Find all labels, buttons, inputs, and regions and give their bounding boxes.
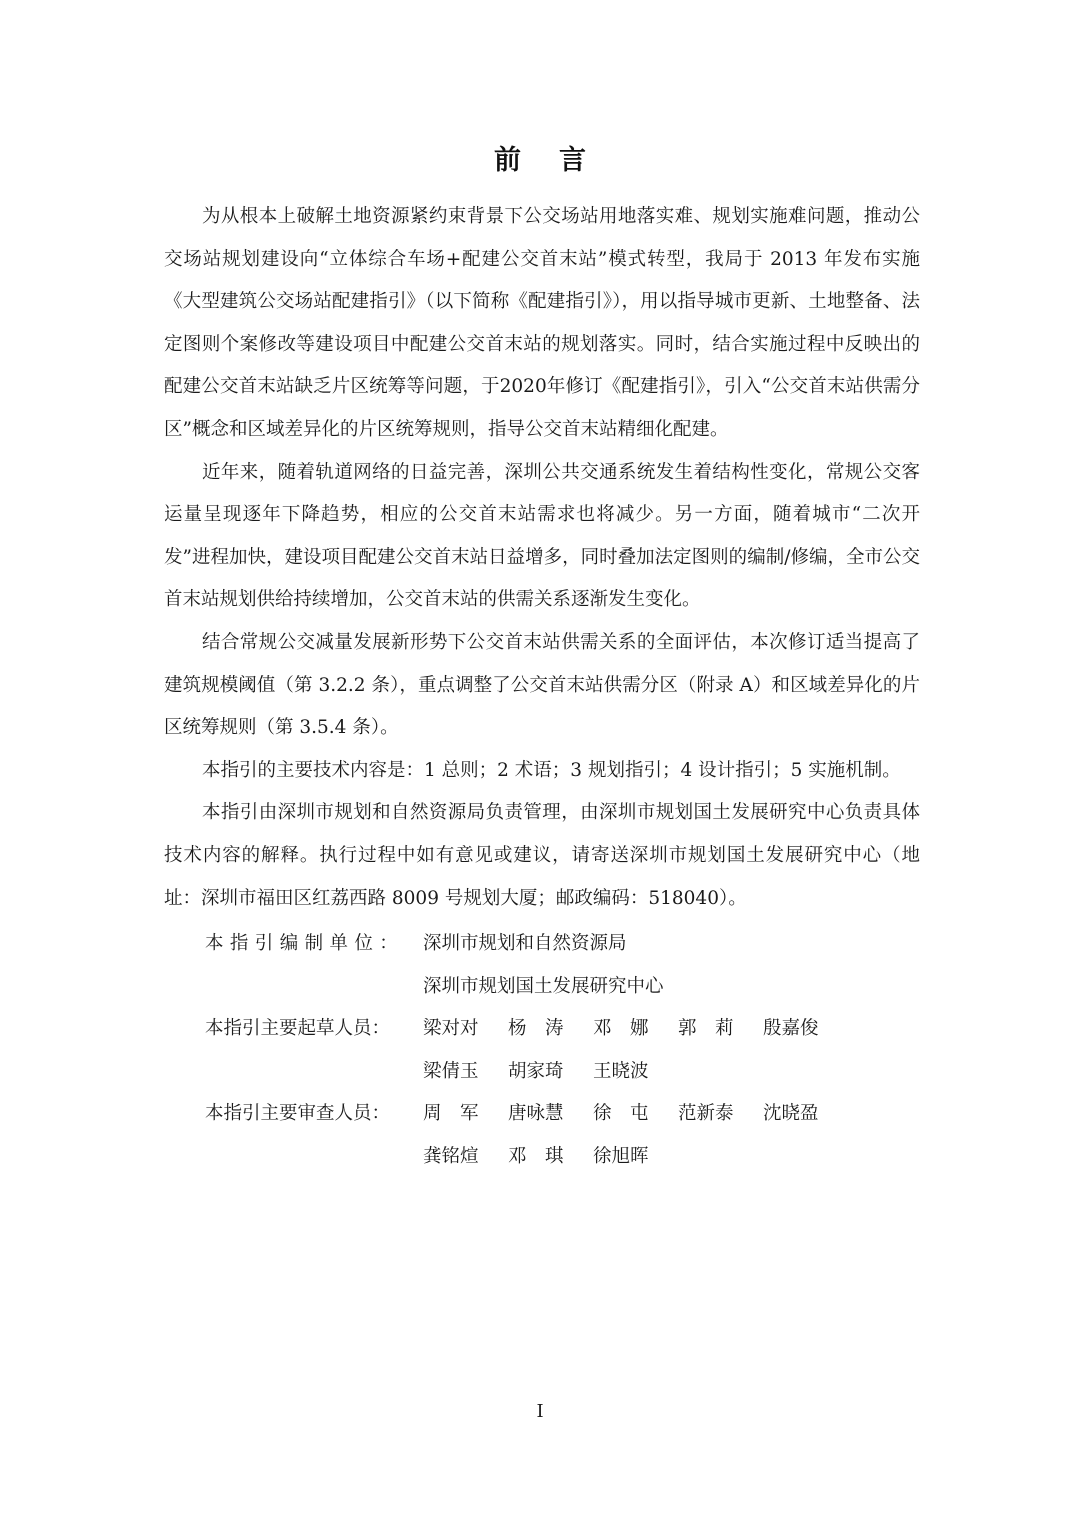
drafter-name: 梁倩玉: [423, 1060, 479, 1082]
drafter-name: 邓娜: [593, 1018, 668, 1040]
drafters-row: [205, 1008, 885, 1093]
paragraph: 本指引由深圳市规划和自然资源局负责管理，由深圳市规划国土发展研究中心负责具体技术内容的解释。执行过程中如有意见或建议，请寄送深圳市规划国土发展研究中心（地址：深圳市福田区红荔西路 8009 号规划大厦；邮政编码：518040）。: [164, 802, 920, 909]
reviewer-name: 徐旭晖: [593, 1145, 649, 1167]
credits-block: [205, 923, 885, 1179]
drafter-name: 王晓波: [593, 1060, 649, 1082]
page-title: 前言: [494, 145, 624, 176]
drafter-name: 胡家琦: [508, 1060, 564, 1082]
paragraph: 本指引的主要技术内容是：1 总则；2 术语；3 规划指引；4 设计指引；5 实施机制。: [202, 759, 901, 781]
drafters-list: [423, 1008, 885, 1093]
reviewer-name: 范新泰: [678, 1103, 734, 1125]
drafter-name: 殷嘉俊: [763, 1018, 819, 1040]
paragraph: 近年来，随着轨道网络的日益完善，深圳公共交通系统发生着结构性变化，常规公交客运量呈现逐年下降趋势，相应的公交首末站需求也将减少。另一方面，随着城市“二次开发”进程加快，建设项目配建公交首末站日益增多，同时叠加法定图则的编制/修编，全市公交首末站规划供给持续增加，公交首末站的供需关系逐渐发生变化。: [164, 461, 920, 611]
reviewer-name: 邓琪: [508, 1145, 583, 1167]
drafter-name: 梁对对: [423, 1018, 479, 1040]
drafter-name: 郭莉: [678, 1018, 753, 1040]
compiling-unit: 深圳市规划国土发展研究中心: [423, 975, 664, 997]
drafter-name: 杨涛: [508, 1018, 583, 1040]
paragraph: 结合常规公交减量发展新形势下公交首末站供需关系的全面评估，本次修订适当提高了建筑规模阈值（第 3.2.2 条），重点调整了公交首末站供需分区（附录 A）和区域差异化的片区统筹规则（第 3.5.4 条）。: [164, 631, 920, 739]
reviewer-name: 沈晓盈: [763, 1103, 819, 1125]
reviewer-name: 唐咏慧: [508, 1103, 564, 1125]
reviewers-label: 本指引主要审查人员：: [205, 1103, 391, 1125]
reviewer-name: 周军: [423, 1103, 498, 1125]
drafters-label: 本指引主要起草人员：: [205, 1018, 391, 1040]
paragraph: 为从根本上破解土地资源紧约束背景下公交场站用地落实难、规划实施难问题，推动公交场站规划建设向“立体综合车场+配建公交首末站”模式转型，我局于 2013 年发布实施《大型建筑公交场站配建指引》（以下简称《配建指引》），用以指导城市更新、土地整备、法定图则个案修改等建设项目中配建公交首末站的规划落实。同时，结合实施过程中反映出的配建公交首末站缺乏片区统筹等问题，于2020年修订《配建指引》，引入“公交首末站供需分区”概念和区域差异化的片区统筹规则，指导公交首末站精细化配建。: [164, 206, 920, 440]
compiling-units-row: [205, 923, 885, 1008]
reviewer-name: 徐屯: [593, 1103, 668, 1125]
reviewers-row: [205, 1093, 885, 1178]
compiling-unit: 深圳市规划和自然资源局: [423, 933, 627, 954]
page-number: I: [536, 1401, 544, 1422]
reviewers-list: [423, 1093, 885, 1178]
compiling-units-label: 本指引编制单位：: [205, 933, 405, 954]
reviewer-name: 龚铭煊: [423, 1145, 479, 1167]
preface-body: [164, 196, 920, 920]
compiling-units-list: [423, 923, 885, 1008]
